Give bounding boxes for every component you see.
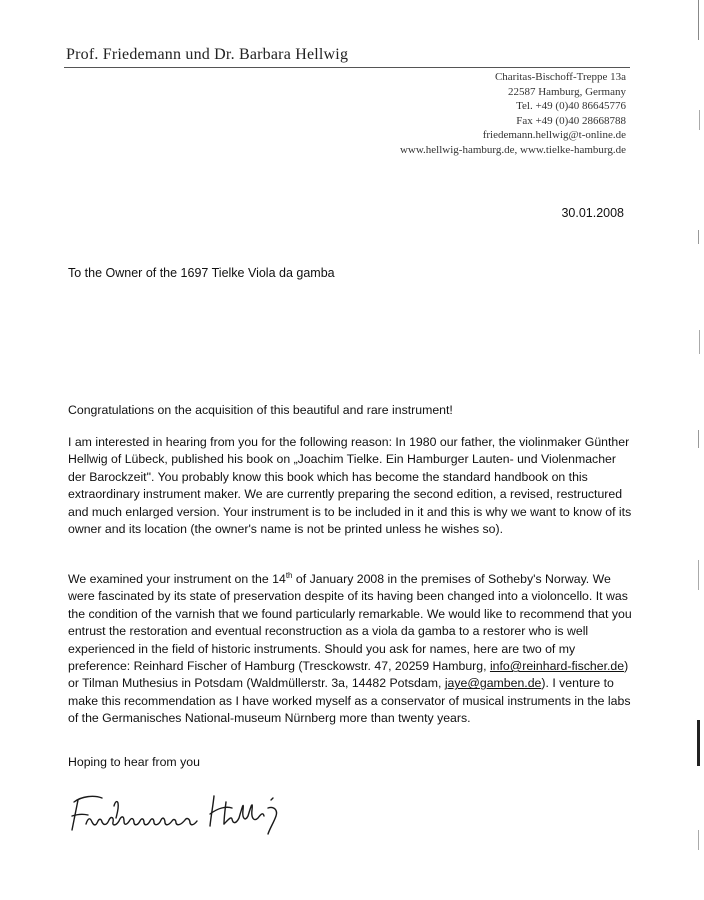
address-fax: Fax +49 (0)40 28668788: [516, 114, 626, 127]
p3-text-4: ). I venture to make this recommendation as I have worked myself as a conservator of musical instruments in the labs of the Germanisches National-museum Nürnberg more than twenty years.: [68, 676, 631, 726]
letterhead-name: Prof. Friedemann und Dr. Barbara Hellwig: [66, 46, 349, 63]
paragraph-reason: I am interested in hearing from you for the following reason: In 1980 our father, the violinmaker Günther Hellwig of Lübeck, published his book on „Joachim Tielke. Ein Hamburger Lauten- und Violenmacher der Barockzeit". You probably know this book which has become the standard handbook on this extraordinary instrument maker. We are currently preparing the second edition, a revised, restructured and much enlarged version. Your instrument is to be included in it and this is why we want to know of its owner and its location (the owner's name is not be printed unless he wishes so).: [68, 435, 632, 537]
address-email[interactable]: friedemann.hellwig@t-online.de: [482, 129, 626, 142]
email-link-muthesius[interactable]: jaye@gamben.de: [444, 676, 542, 691]
p3-text-3: ) or Tilman Muthesius in Potsdam (Waldmüllerstr. 3a, 14482 Potsdam,: [68, 659, 629, 691]
email-link-fischer[interactable]: info@reinhard-fischer.de: [489, 659, 625, 674]
letterhead-rule: [64, 67, 630, 68]
paragraph-closing: Hoping to hear from you: [68, 755, 200, 769]
p3-superscript: th: [285, 570, 293, 580]
p3-text-2: of January 2008 in the premises of Sotheby's Norway. We were fascinated by its state of preservation despite of its having been changed into a violoncello. It was the condition of the varnish that we found particularly remarkable. We would like to recommend that you entrust the restoration and eventual reconstruction as a viola da gamba to a restorer who is well experienced in the field of historic instruments. Should you ask for names, here are two of my preference: Reinhard Fischer of Hamburg (Tresckowstr. 47, 20259 Hamburg,: [68, 572, 632, 674]
scan-edge-artifact: [696, 0, 702, 900]
letter-date: 30.01.2008: [561, 206, 624, 220]
recipient-line: To the Owner of the 1697 Tielke Viola da gamba: [68, 266, 335, 280]
address-street: Charitas-Bischoff-Treppe 13a: [494, 71, 626, 83]
address-websites[interactable]: www.hellwig-hamburg.de, www.tielke-hamburg.de: [399, 143, 626, 156]
paragraph-congratulations: Congratulations on the acquisition of this beautiful and rare instrument!: [68, 403, 453, 417]
address-phone: Tel. +49 (0)40 86645776: [516, 100, 626, 113]
letterhead-address: [400, 70, 626, 158]
address-city: 22587 Hamburg, Germany: [507, 85, 626, 98]
paragraph-examination: [68, 571, 636, 728]
p3-text-1: We examined your instrument on the 14: [68, 572, 286, 586]
handwritten-signature: [64, 786, 314, 836]
